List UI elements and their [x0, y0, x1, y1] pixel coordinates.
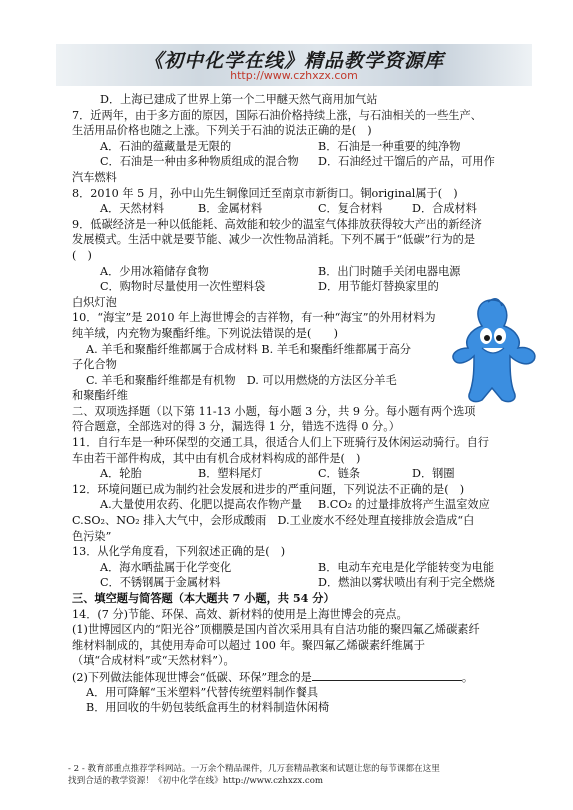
text-line: 10．“海宝”是 2010 年上海世博会的吉祥物，有一种“海宝”的外用材料为	[72, 311, 436, 325]
text-line	[72, 466, 512, 482]
option-a: C．石油是一种由多种物质组成的混合物	[100, 155, 299, 169]
option-b: B．电动车充电是化学能转变为电能	[318, 560, 495, 574]
text-line	[72, 139, 512, 155]
haibao-mascot-image	[448, 296, 544, 408]
text-line: 13．从化学角度看，下列叙述正确的是( )	[72, 545, 286, 559]
text-line: 发展模式。生活中就是要节能、减少一次性物品消耗。下列不属于“低碳”行为的是	[72, 233, 476, 247]
page-footer	[68, 763, 518, 787]
text-line: 三、填空题与简答题（本大题共 7 小题，共 54 分）	[72, 591, 335, 605]
footer-line-1: - 2 - 教育部重点推荐学科网站。一万余个精品课件，几万套精品教案和试题让您的每节课都在这里	[68, 764, 440, 774]
text-line	[72, 279, 512, 295]
option-c: C．链条	[318, 467, 361, 481]
text-line: ( )	[72, 248, 92, 262]
text-line: 生活用品价格也随之上涨。下列关于石油的说法正确的是( )	[72, 124, 372, 138]
text-line: (1)世博园区内的“阳光谷”顶棚膜是国内首次采用具有自洁功能的聚四氟乙烯碳素纤	[72, 623, 480, 637]
text-line: 汽车燃料	[72, 170, 117, 184]
option-d: D．合成材料	[412, 202, 477, 216]
text-line: （填“合成材料”或“天然材料”）。	[72, 654, 235, 668]
option-a: A．海水晒盐属于化学变化	[100, 560, 232, 574]
option-a: A．石油的蕴藏量是无限的	[100, 139, 232, 153]
text-line: 二、双项选择题（以下第 11-13 小题，每小题 3 分，共 9 分。每小题有两个选项	[72, 404, 476, 418]
text-line: 8．2010 年 5 月，孙中山先生铜像回迁至南京市新街口。铜original属于( )	[72, 186, 458, 200]
option-b: B．石油是一种重要的纯净物	[318, 139, 461, 153]
text-line: 7．近两年，由于多方面的原因，国际石油价格持续上涨，与石油相关的一些生产、	[72, 108, 482, 122]
option-b: B．塑料尾灯	[198, 467, 263, 481]
option-b: B．金属材料	[198, 202, 263, 216]
banner-url[interactable]: http://www.czhxzx.com	[230, 69, 358, 82]
text-line: A. 羊毛和聚酯纤维都属于合成材料 B. 羊毛和聚酯纤维都属于高分	[86, 342, 411, 356]
text-line	[72, 669, 512, 685]
text-line	[72, 264, 512, 280]
option-a: A.大量使用农药、化肥以提高农作物产量	[100, 498, 302, 512]
text-line: 和聚酯纤维	[72, 389, 128, 403]
option-a: A．天然材料	[100, 202, 165, 216]
text-line	[72, 560, 512, 576]
option-d: D．钢圈	[412, 467, 455, 481]
option-b: B.CO₂ 的过量排放将产生温室效应	[318, 498, 490, 512]
text-line: 9．低碳经济是一种以低能耗、高效能和较少的温室气体排放获得较大产出的新经济	[72, 217, 482, 231]
text-line: 符合题意，全部选对的得 3 分，漏选得 1 分，错选不选得 0 分。）	[72, 420, 400, 434]
option-b: D．石油经过干馏后的产品，可用作	[318, 155, 495, 169]
option-a: A．少用冰箱储存食物	[100, 264, 209, 278]
text-line: 子化合物	[72, 358, 117, 372]
text-line	[72, 154, 512, 170]
text-line: 色污染”	[72, 529, 112, 543]
text-line	[72, 575, 512, 591]
text-line: B．用回收的牛奶包装纸盒再生的材料制造休闲椅	[86, 701, 330, 715]
text-line: 14．(7 分)节能、环保、高效、新材料的使用是上海世博会的亮点。	[72, 607, 408, 621]
option-a: C．不锈钢属于金属材料	[100, 576, 221, 590]
text-line	[72, 201, 512, 217]
option-c: C．复合材料	[318, 202, 383, 216]
document-body	[72, 92, 512, 716]
question-text: (2)下列做法能体现世博会“低碳、环保”理念的是	[72, 670, 312, 684]
text-line: 维材料制成的，其使用寿命可以超过 100 年。聚四氟乙烯碳素纤维属于	[72, 638, 425, 652]
text-line: 12．环境问题已成为制约社会发展和进步的严重问题，下列说法不正确的是( )	[72, 482, 465, 496]
option-b: D．燃油以雾状喷出有利于完全燃烧	[318, 576, 495, 590]
option-b: D．用节能灯替换家里的	[318, 280, 439, 294]
text-line: C. 羊毛和聚酯纤维都是有机物 D. 可以用燃烧的方法区分羊毛	[86, 373, 397, 387]
header-banner	[56, 44, 532, 86]
text-line: D．上海已建成了世界上第一个二甲醚天然气商用加气站	[100, 93, 378, 106]
footer-line-2: 找到合适的教学资源！《初中化学在线》http://www.czhxzx.com	[68, 776, 324, 786]
banner-title: 《初中化学在线》精品教学资源库	[143, 50, 444, 72]
text-line: 白炽灯泡	[72, 295, 117, 309]
question-tail: 。	[461, 670, 474, 684]
answer-blank[interactable]	[312, 669, 462, 681]
option-b: B．出门时随手关闭电器电源	[318, 264, 461, 278]
option-a: A．轮胎	[100, 467, 142, 481]
text-line: 11．自行车是一种环保型的交通工具，很适合人们上下班骑行及休闲运动骑行。自行	[72, 436, 489, 450]
text-line: 纯羊绒，内充物为聚酯纤维。下列说法错误的是( )	[72, 326, 339, 340]
text-line: C.SO₂、NO₂ 排入大气中，会形成酸雨 D.工业废水不经处理直接排放会造成“白	[72, 514, 475, 528]
text-line	[72, 497, 512, 513]
text-line: 车由若干部件构成，其中由有机合成材料构成的部件是( )	[72, 451, 361, 465]
text-line: A．用可降解“玉米塑料”代替传统塑料制作餐具	[86, 685, 319, 699]
option-a: C．购物时尽量使用一次性塑料袋	[100, 280, 266, 294]
